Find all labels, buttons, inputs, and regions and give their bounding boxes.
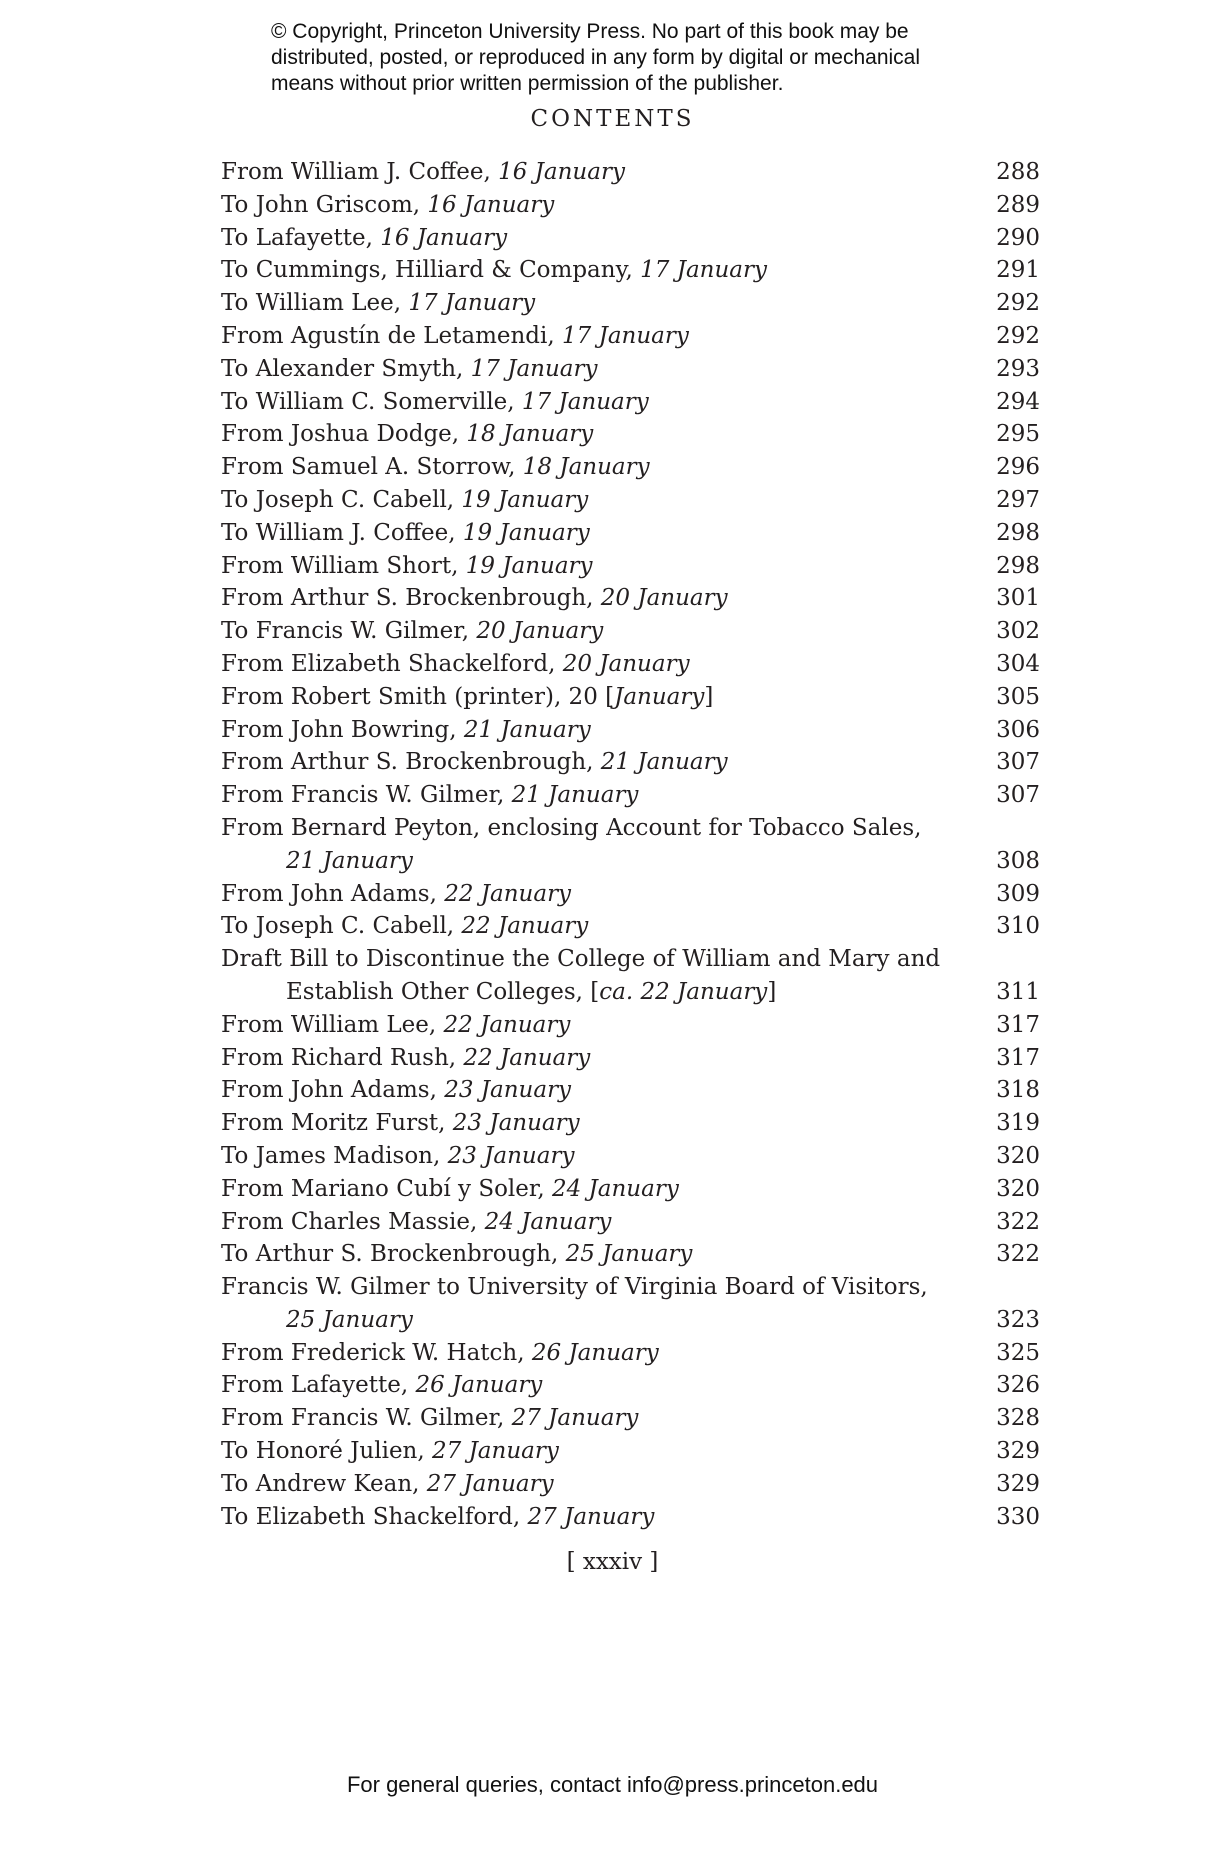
toc-entry-date: 22 January	[463, 1044, 591, 1071]
toc-entry-text: From Francis W. Gilmer,	[221, 1405, 512, 1432]
toc-entry-title	[221, 1468, 554, 1501]
toc-entry-title	[221, 1501, 654, 1534]
toc-entry-text: From Joshua Dodge,	[221, 421, 467, 448]
toc-page-number: 322	[996, 1208, 1040, 1235]
toc-page-number: 292	[996, 290, 1040, 317]
toc-entry	[221, 746, 1040, 779]
toc-line	[221, 222, 1040, 255]
toc-page-number: 319	[996, 1110, 1040, 1137]
toc-entry	[221, 1173, 1040, 1206]
toc-entry-text: From William Lee,	[221, 1011, 444, 1038]
toc-entry-date: 27 January	[426, 1470, 554, 1497]
toc-entry-text: From Francis W. Gilmer,	[221, 782, 512, 809]
toc-entry-date: 20 January	[600, 585, 728, 612]
toc-entry-title	[221, 812, 921, 845]
toc-line	[221, 1238, 1040, 1271]
toc-line	[221, 550, 1040, 583]
toc-line	[221, 976, 1040, 1009]
toc-line	[221, 1206, 1040, 1239]
toc-entry-title	[221, 714, 591, 747]
toc-entry-suffix: ]	[767, 978, 777, 1005]
page-folio: [ xxxiv ]	[566, 1549, 659, 1575]
toc-page-number: 290	[996, 224, 1040, 251]
toc-entry-date: ca. 22 January	[599, 978, 768, 1005]
toc-entry-title	[221, 1402, 638, 1435]
toc-entry-title	[221, 648, 690, 681]
toc-entry-text: To Joseph C. Cabell,	[221, 913, 462, 940]
toc-entry-date: 22 January	[461, 913, 589, 940]
toc-entry	[221, 189, 1040, 222]
toc-entry-text: Draft Bill to Discontinue the College of William and Mary and	[221, 946, 941, 973]
toc-entry-title	[221, 386, 649, 419]
toc-line	[221, 714, 1040, 747]
toc-entry-text: From William Short,	[221, 552, 466, 579]
toc-line	[221, 484, 1040, 517]
toc-entry	[221, 1337, 1040, 1370]
toc-entry-date: 23 January	[444, 1077, 572, 1104]
toc-line	[221, 648, 1040, 681]
toc-page-number: 295	[996, 421, 1040, 448]
toc-entry	[221, 1435, 1040, 1468]
toc-entry-title	[221, 1337, 659, 1370]
toc-entry	[221, 1238, 1040, 1271]
toc-entry	[221, 353, 1040, 386]
toc-entry	[221, 1140, 1040, 1173]
toc-entry-title	[221, 1238, 692, 1271]
toc-page-number: 298	[996, 519, 1040, 546]
toc-entry-date: 21 January	[286, 847, 413, 874]
toc-page-number: 325	[996, 1339, 1040, 1366]
toc-line	[221, 1402, 1040, 1435]
toc-entry	[221, 287, 1040, 320]
toc-line	[221, 1042, 1040, 1075]
toc-entry-title	[221, 681, 713, 714]
toc-entry-title	[221, 746, 728, 779]
toc-entry-text: From Agustín de Letamendi,	[221, 322, 563, 349]
toc-line	[221, 1304, 1040, 1337]
toc-entry-date: 21 January	[600, 749, 728, 776]
toc-entry-date: 27 January	[511, 1405, 639, 1432]
toc-page-number: 329	[996, 1470, 1040, 1497]
toc-entry-text: From Lafayette,	[221, 1372, 416, 1399]
toc-entry	[221, 1206, 1040, 1239]
toc-entry-date: 16 January	[498, 159, 625, 185]
toc-entry	[221, 714, 1040, 747]
toc-entry-title	[286, 845, 413, 878]
toc-entry-title	[221, 550, 593, 583]
toc-line	[221, 1107, 1040, 1140]
toc-line	[221, 845, 1040, 878]
toc-line	[221, 1435, 1040, 1468]
toc-line	[221, 1009, 1040, 1042]
toc-entry-date: 18 January	[466, 421, 594, 448]
toc-entry-text: From Arthur S. Brockenbrough,	[221, 585, 601, 612]
toc-entry-text: From Elizabeth Shackelford,	[221, 650, 563, 677]
copyright-notice	[271, 19, 991, 97]
toc-page-number: 320	[996, 1142, 1040, 1169]
toc-page-number: 329	[996, 1438, 1040, 1465]
toc-page-number: 307	[996, 749, 1040, 776]
toc-entry-text: From Moritz Furst,	[221, 1110, 453, 1137]
toc-page-number: 294	[996, 388, 1040, 415]
toc-entry-title	[221, 1042, 590, 1075]
toc-entry-date: 16 January	[380, 224, 508, 251]
toc-entry-date: 19 January	[461, 486, 589, 513]
toc-entry	[221, 681, 1040, 714]
toc-line	[221, 1173, 1040, 1206]
toc-entry	[221, 1271, 1040, 1337]
toc-entry	[221, 582, 1040, 615]
toc-entry-date: January	[614, 683, 705, 710]
toc-page-number: 306	[996, 716, 1040, 743]
copyright-line: © Copyright, Princeton University Press. No part of this book may be	[271, 20, 909, 43]
toc-entry-date: 25 January	[286, 1306, 413, 1333]
toc-entry	[221, 1107, 1040, 1140]
toc-page-number: 318	[996, 1077, 1040, 1104]
toc-entry	[221, 320, 1040, 353]
toc-line	[221, 615, 1040, 648]
toc-entry-text: To Alexander Smyth,	[221, 355, 471, 382]
toc-entry-text: To John Griscom,	[221, 191, 428, 218]
toc-line	[221, 582, 1040, 615]
toc-entry	[221, 386, 1040, 419]
toc-entry-text: From Richard Rush,	[221, 1044, 464, 1071]
toc-entry-title	[221, 1074, 571, 1107]
toc-entry-title	[221, 189, 554, 222]
toc-entry	[221, 484, 1040, 517]
toc-entry-title	[221, 1435, 559, 1468]
toc-entry-text: To Lafayette,	[221, 224, 381, 251]
toc-line	[221, 1271, 1040, 1304]
toc-entry-text: From Samuel A. Storrow,	[221, 454, 523, 481]
toc-page-number: 320	[996, 1175, 1040, 1202]
toc-entry-title	[286, 1304, 413, 1337]
toc-entry-date: 24 January	[484, 1208, 612, 1235]
toc-entry-title	[221, 353, 598, 386]
toc-entry-date: 22 January	[444, 880, 572, 907]
toc-entry-text: To Cummings, Hilliard & Company,	[221, 257, 641, 284]
toc-entry	[221, 1468, 1040, 1501]
toc-entry	[221, 550, 1040, 583]
toc-page-number: 322	[996, 1241, 1040, 1268]
toc-line	[221, 1468, 1040, 1501]
toc-entry-text: Establish Other Colleges, [	[286, 978, 600, 1005]
toc-entry-title	[221, 1369, 542, 1402]
toc-page-number: 296	[996, 454, 1040, 481]
toc-entry-date: 23 January	[452, 1110, 580, 1137]
toc-entry-date: 20 January	[562, 650, 690, 677]
toc-line	[221, 517, 1040, 550]
toc-line	[221, 451, 1040, 484]
toc-entry-title	[221, 1173, 679, 1206]
toc-entry-text: From Mariano Cubí y Soler,	[221, 1175, 552, 1202]
toc-page-number: 289	[996, 191, 1040, 218]
footer-contact: For general queries, contact info@press.princeton.edu	[346, 1772, 879, 1797]
toc-line	[221, 418, 1040, 451]
toc-entry-text: From John Bowring,	[221, 716, 464, 743]
toc-entry-text: To William J. Coffee,	[221, 519, 463, 546]
toc-page-number: 307	[996, 782, 1040, 809]
toc-line	[221, 1140, 1040, 1173]
toc-entry-text: From Arthur S. Brockenbrough,	[221, 749, 601, 776]
toc-line	[221, 746, 1040, 779]
toc-entry-date: 17 January	[562, 322, 689, 349]
toc-line	[221, 189, 1040, 222]
toc-entry-text: From Charles Massie,	[221, 1208, 485, 1235]
toc-entry-date: 27 January	[432, 1438, 559, 1465]
toc-line	[221, 353, 1040, 386]
toc-entry-text: To William C. Somerville,	[221, 388, 522, 415]
toc-entry-title	[221, 1009, 570, 1042]
toc-entry	[221, 1009, 1040, 1042]
toc-entry	[221, 1501, 1040, 1534]
toc-entry-text: Francis W. Gilmer to University of Virginia Board of Visitors,	[221, 1274, 928, 1301]
toc-page-number: 292	[996, 322, 1040, 349]
toc-entry-date: 17 January	[640, 257, 767, 284]
toc-page-number: 328	[996, 1405, 1040, 1432]
toc-entry	[221, 1074, 1040, 1107]
toc-page-number: 330	[996, 1503, 1040, 1530]
toc-entry-text: To James Madison,	[221, 1142, 448, 1169]
toc-entry	[221, 648, 1040, 681]
toc-entry-text: To William Lee,	[221, 290, 409, 317]
toc-entry	[221, 943, 1040, 1009]
toc-entry-title	[221, 1140, 574, 1173]
toc-page-number: 301	[996, 585, 1040, 612]
toc-entry-date: 22 January	[443, 1011, 571, 1038]
toc-line	[221, 254, 1040, 287]
toc-entry	[221, 254, 1040, 287]
toc-entry-title	[221, 582, 728, 615]
toc-entry-title	[221, 222, 507, 255]
toc-line	[221, 812, 1040, 845]
toc-entry	[221, 222, 1040, 255]
toc-entry	[221, 156, 1040, 189]
toc-entry-date: 26 January	[415, 1372, 543, 1399]
toc-entry-title	[221, 418, 593, 451]
toc-entry-title	[221, 1271, 928, 1304]
toc-entry-text: From William J. Coffee,	[221, 159, 499, 185]
toc-entry-text: From Robert Smith (printer), 20 [	[221, 683, 615, 710]
toc-entry-date: 25 January	[565, 1241, 693, 1268]
toc-entry-date: 19 January	[465, 552, 593, 579]
toc-entry-title	[221, 615, 603, 648]
table-of-contents	[221, 156, 1040, 1533]
toc-entry-title	[221, 943, 940, 976]
toc-page-number: 293	[996, 355, 1040, 382]
toc-entry-date: 21 January	[463, 716, 591, 743]
toc-entry-date: 18 January	[522, 454, 650, 481]
toc-entry-text: To Arthur S. Brockenbrough,	[221, 1241, 566, 1268]
toc-line	[221, 1337, 1040, 1370]
toc-page-number: 305	[996, 683, 1040, 710]
toc-entry-text: From John Adams,	[221, 880, 445, 907]
toc-page-number: 317	[996, 1011, 1040, 1038]
toc-page-number: 304	[996, 650, 1040, 677]
toc-entry-text: From Bernard Peyton, enclosing Account for Tobacco Sales,	[221, 814, 922, 841]
toc-line	[221, 878, 1040, 911]
toc-entry-title	[221, 910, 588, 943]
toc-entry	[221, 910, 1040, 943]
toc-entry-date: 17 January	[470, 355, 598, 382]
toc-entry-text: To Andrew Kean,	[221, 1470, 427, 1497]
toc-entry-date: 27 January	[527, 1503, 655, 1530]
toc-entry-text: To Elizabeth Shackelford,	[221, 1503, 528, 1530]
copyright-line: means without prior written permission of the publisher.	[271, 72, 784, 95]
toc-entry-date: 20 January	[476, 618, 604, 645]
toc-entry-title	[221, 1107, 580, 1140]
toc-entry-date: 26 January	[531, 1339, 659, 1366]
toc-entry-title	[221, 484, 588, 517]
toc-line	[221, 386, 1040, 419]
toc-entry-title	[221, 320, 689, 353]
toc-entry-date: 24 January	[551, 1175, 679, 1202]
toc-page-number: 308	[996, 847, 1040, 874]
toc-page-number: 288	[996, 159, 1040, 185]
toc-line	[221, 287, 1040, 320]
toc-page-number: 326	[996, 1372, 1040, 1399]
copyright-line: distributed, posted, or reproduced in any form by digital or mechanical	[271, 46, 921, 69]
toc-entry	[221, 1369, 1040, 1402]
toc-entry	[221, 517, 1040, 550]
toc-entry-date: 17 January	[521, 388, 649, 415]
toc-entry	[221, 451, 1040, 484]
toc-line	[221, 681, 1040, 714]
toc-line	[221, 1501, 1040, 1534]
toc-entry-text: To Francis W. Gilmer,	[221, 618, 477, 645]
toc-line	[221, 910, 1040, 943]
toc-entry-text: From John Adams,	[221, 1077, 445, 1104]
toc-entry-title	[221, 517, 590, 550]
toc-entry-text: To Honoré Julien,	[221, 1438, 432, 1465]
toc-entry-title	[221, 254, 767, 287]
toc-entry-title	[221, 878, 571, 911]
toc-entry	[221, 1042, 1040, 1075]
toc-page-number: 297	[996, 486, 1040, 513]
toc-entry-title	[286, 976, 776, 1009]
toc-entry-date: 17 January	[408, 290, 536, 317]
toc-entry-text: From Frederick W. Hatch,	[221, 1339, 532, 1366]
toc-entry-date: 23 January	[447, 1142, 575, 1169]
toc-entry	[221, 812, 1040, 878]
toc-entry-date: 16 January	[427, 191, 555, 218]
toc-line	[221, 1074, 1040, 1107]
toc-page-number: 291	[996, 257, 1040, 284]
toc-page-number: 310	[996, 913, 1040, 940]
page-title: CONTENTS	[530, 106, 695, 132]
toc-page-number: 302	[996, 618, 1040, 645]
toc-entry-title	[221, 287, 535, 320]
toc-entry-title	[221, 451, 650, 484]
toc-entry-text: To Joseph C. Cabell,	[221, 486, 462, 513]
toc-line	[221, 320, 1040, 353]
toc-entry-suffix: ]	[704, 683, 714, 710]
toc-entry	[221, 878, 1040, 911]
toc-line	[221, 943, 1040, 976]
toc-page-number: 309	[996, 880, 1040, 907]
toc-line	[221, 1369, 1040, 1402]
toc-page-number: 317	[996, 1044, 1040, 1071]
toc-line	[221, 779, 1040, 812]
toc-entry-title	[221, 779, 638, 812]
toc-entry-title	[221, 156, 625, 189]
toc-entry	[221, 779, 1040, 812]
toc-entry	[221, 418, 1040, 451]
toc-page-number: 323	[996, 1306, 1040, 1333]
toc-entry-title	[221, 1206, 611, 1239]
toc-page-number: 311	[996, 978, 1040, 1005]
toc-page-number: 298	[996, 552, 1040, 579]
toc-entry	[221, 615, 1040, 648]
toc-entry-date: 19 January	[462, 519, 590, 546]
toc-entry-date: 21 January	[511, 782, 639, 809]
toc-line	[221, 156, 1040, 189]
toc-entry	[221, 1402, 1040, 1435]
